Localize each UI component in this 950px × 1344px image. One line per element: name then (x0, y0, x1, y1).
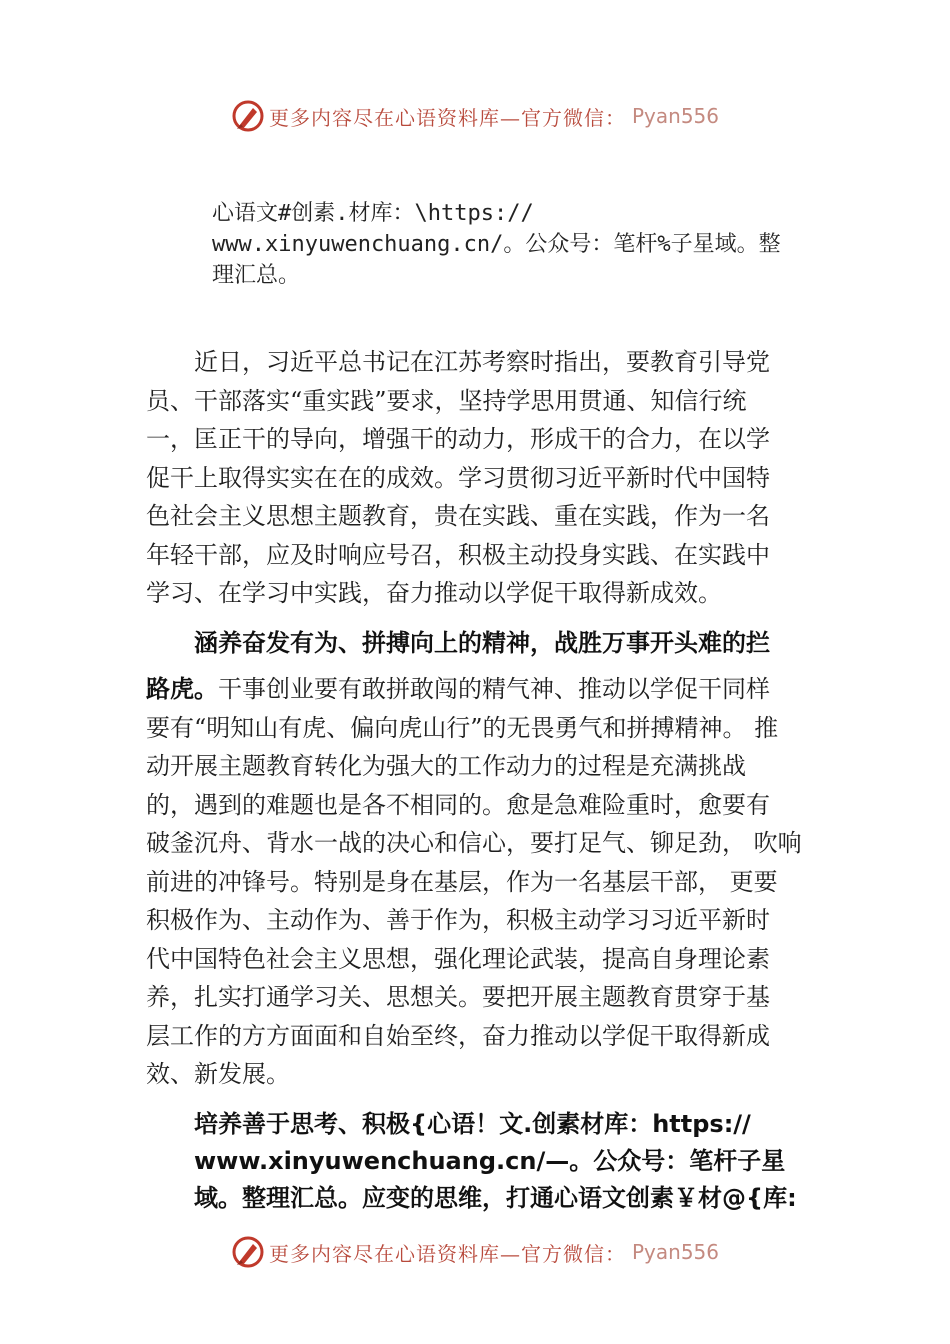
text-line: 效、新发展。 (146, 1060, 290, 1088)
banner-text: 更多内容尽在心语资料库—官方微信： (268, 1241, 626, 1266)
text-line: 代中国特色社会主义思想，强化理论武装，提高自身理论素 (146, 944, 770, 973)
text-line: 年轻干部，应及时响应号召，积极主动投身实践、在实践中 (146, 540, 770, 569)
source-watermark (212, 198, 852, 291)
bold-lead: 路虎。 (146, 675, 218, 703)
section-heading: 涵养奋发有为、拼搏向上的精神，战胜万事开头难的拦 (194, 629, 770, 657)
pen-nib-logo-icon (231, 99, 265, 133)
watermark-line: www.xinyuwenchuang.cn/。公众号：笔杆%子星域。整 (212, 232, 781, 257)
text-line: 色社会主义思想主题教育，贵在实践、重在实践，作为一名 (146, 502, 770, 530)
header-banner (0, 96, 950, 136)
paragraph-section-one (146, 670, 826, 1094)
text-line: www.xinyuwenchuang.cn/—。公众号：笔杆子星 (194, 1147, 786, 1175)
text-line: 积极作为、主动作为、善于作为，积极主动学习习近平新时 (146, 906, 770, 934)
text-line: 破釜沉舟、背水一战的决心和信心，要打足气、铆足劲， 吹响 (146, 829, 802, 857)
footer-banner (0, 1232, 950, 1272)
text-line: 要有“明知山有虎、偏向虎山行”的无畏勇气和拼搏精神。 推 (146, 713, 779, 742)
pen-nib-logo-icon (231, 1235, 265, 1269)
text-line: 员、干部落实“重实践”要求，坚持学思用贯通、知信行统 (146, 386, 747, 415)
text-line: 培养善于思考、积极{心语！文.创素材库：https:// (194, 1110, 751, 1138)
text-line: 动开展主题教育转化为强大的工作动力的过程是充满挑战 (146, 752, 746, 780)
paragraph-section-two (194, 1106, 854, 1217)
text-line-rest: 干事创业要有敢拼敢闯的精气神、推动以学促干同样 (218, 675, 770, 703)
text-line: 的，遇到的难题也是各不相同的。愈是急难险重时，愈要有 (146, 790, 770, 819)
text-line: 一，匡正干的导向，增强干的动力，形成干的合力，在以学 (146, 425, 770, 453)
text-line: 促干上取得实实在在的成效。学习贯彻习近平新时代中国特 (146, 463, 770, 492)
paragraph-intro (146, 343, 826, 613)
watermark-line: 理汇总。 (212, 263, 301, 288)
text-line: 学习、在学习中实践，奋力推动以学促干取得新成效。 (146, 579, 722, 607)
text-line: 域。整理汇总。应变的思维，打通心语文创素￥材@{库: (194, 1184, 797, 1212)
watermark-line: 心语文#创素.材库：\https:// (212, 201, 534, 226)
text-line (146, 670, 826, 709)
banner-handle: Pyan556 (631, 1240, 719, 1264)
text-line: 层工作的方方面面和自始至终，奋力推动以学促干取得新成 (146, 1021, 770, 1050)
text-line: 近日，习近平总书记在江苏考察时指出，要教育引导党 (194, 348, 770, 376)
banner-text: 更多内容尽在心语资料库—官方微信： (268, 105, 626, 130)
banner-handle: Pyan556 (631, 104, 719, 128)
text-line: 前进的冲锋号。特别是身在基层，作为一名基层干部， 更要 (146, 867, 778, 896)
text-line: 养，扎实打通学习关、思想关。要把开展主题教育贯穿于基 (146, 983, 770, 1011)
